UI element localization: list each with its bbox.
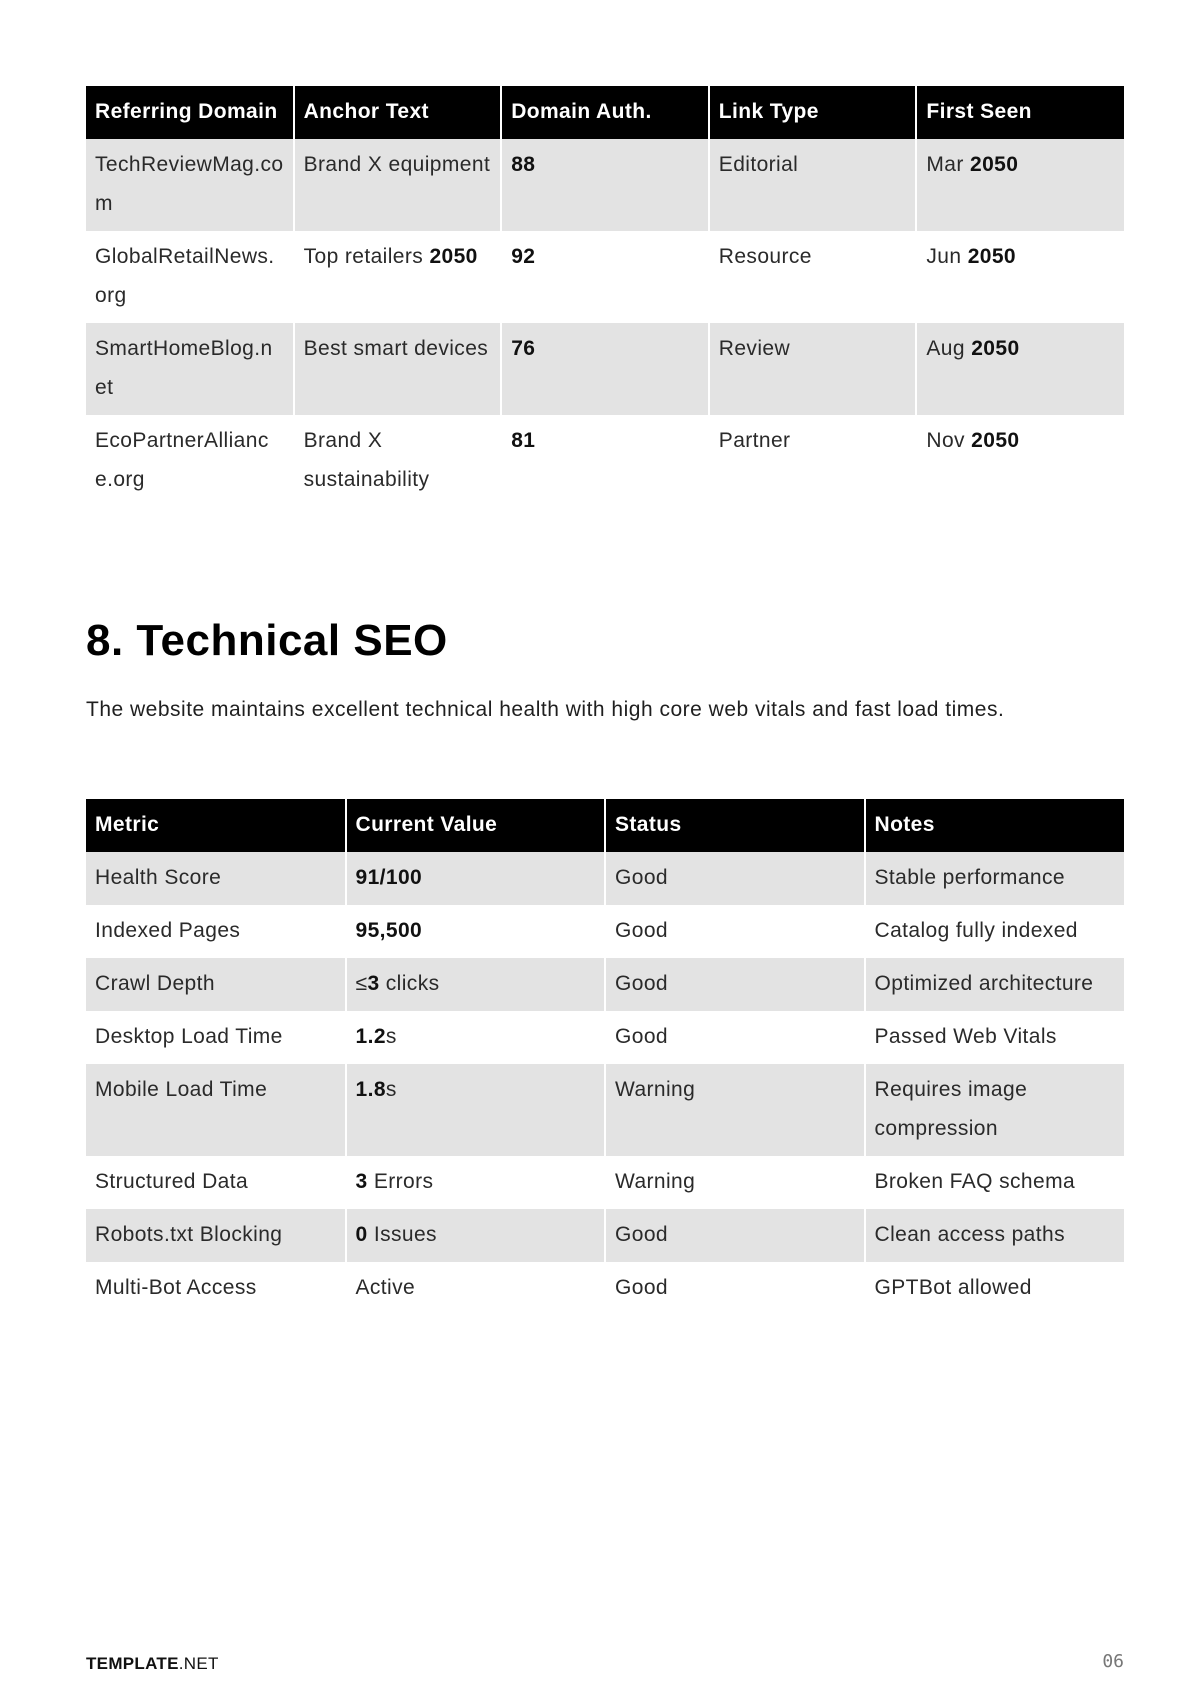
table-row: [86, 1262, 1124, 1315]
referring-domain-cell: EcoPartnerAlliance.org: [86, 415, 294, 507]
header-link-type: Link Type: [709, 86, 917, 139]
value-suffix: s: [385, 1025, 397, 1048]
status-cell: Good: [605, 1011, 865, 1064]
value-bold: 3: [367, 972, 380, 995]
value-bold: 1.8: [355, 1078, 386, 1101]
first-seen-cell: [916, 231, 1124, 323]
header-current-value: Current Value: [346, 799, 606, 852]
anchor-text-bold: 2050: [429, 245, 478, 268]
header-status: Status: [605, 799, 865, 852]
value-cell: [346, 1064, 606, 1156]
table-row: [86, 231, 1124, 323]
first-seen-month: Mar: [926, 153, 964, 176]
table-row: [86, 1156, 1124, 1209]
value-suffix: Errors: [367, 1170, 434, 1193]
value-suffix: clicks: [379, 972, 440, 995]
first-seen-cell: [916, 139, 1124, 231]
status-cell: Warning: [605, 1156, 865, 1209]
notes-cell: Stable performance: [865, 852, 1125, 905]
section-title: 8. Technical SEO: [86, 616, 448, 665]
status-cell: Warning: [605, 1064, 865, 1156]
value-prefix: ≤: [355, 972, 368, 995]
metric-cell: Health Score: [86, 852, 346, 905]
first-seen-month: Nov: [926, 429, 965, 452]
table-row: [86, 1064, 1124, 1156]
table-row: [86, 1011, 1124, 1064]
value-suffix: s: [385, 1078, 397, 1101]
tech-header-row: [86, 799, 1124, 852]
first-seen-year: 2050: [967, 245, 1017, 268]
table-row: [86, 323, 1124, 415]
link-type-cell: Editorial: [709, 139, 917, 231]
link-type-cell: Resource: [709, 231, 917, 323]
domain-auth-value: 76: [511, 337, 536, 360]
value-cell: [346, 852, 606, 905]
domain-auth-value: 88: [511, 153, 536, 176]
anchor-text: Best smart devices: [303, 337, 489, 360]
section-description: The website maintains excellent technical health with high core web vitals and fast load times.: [86, 698, 1005, 721]
value-prefix: Active: [355, 1276, 416, 1299]
link-type-cell: Review: [709, 323, 917, 415]
anchor-text-cell: [294, 231, 502, 323]
value-bold: 1.2: [355, 1025, 386, 1048]
first-seen-year: 2050: [971, 429, 1020, 452]
notes-cell: GPTBot allowed: [865, 1262, 1125, 1315]
table-row: [86, 852, 1124, 905]
brand-name-bold: TEMPLATE: [86, 1654, 179, 1673]
referring-domain-cell: GlobalRetailNews.org: [86, 231, 294, 323]
value-cell: [346, 1262, 606, 1315]
metric-cell: Indexed Pages: [86, 905, 346, 958]
first-seen-cell: [916, 323, 1124, 415]
table-row: [86, 1209, 1124, 1262]
table-row: [86, 415, 1124, 507]
page-number: 06: [1102, 1651, 1124, 1672]
anchor-text: Brand X equipment: [303, 153, 491, 176]
domain-auth-value: 92: [511, 245, 536, 268]
first-seen-month: Jun: [926, 245, 962, 268]
anchor-text-cell: [294, 415, 502, 507]
domain-auth-cell: [501, 415, 709, 507]
value-bold: 3: [355, 1170, 368, 1193]
domain-auth-value: 81: [511, 429, 536, 452]
domain-auth-cell: [501, 323, 709, 415]
link-type-cell: Partner: [709, 415, 917, 507]
metric-cell: Mobile Load Time: [86, 1064, 346, 1156]
header-metric: Metric: [86, 799, 346, 852]
metric-cell: Desktop Load Time: [86, 1011, 346, 1064]
anchor-text-cell: [294, 323, 502, 415]
table-row: [86, 905, 1124, 958]
table-row: [86, 958, 1124, 1011]
value-cell: [346, 958, 606, 1011]
referring-domain-cell: SmartHomeBlog.net: [86, 323, 294, 415]
technical-seo-table: [86, 799, 1124, 1315]
notes-cell: Catalog fully indexed: [865, 905, 1125, 958]
header-notes: Notes: [865, 799, 1125, 852]
anchor-text-cell: [294, 139, 502, 231]
metric-cell: Robots.txt Blocking: [86, 1209, 346, 1262]
value-cell: [346, 905, 606, 958]
status-cell: Good: [605, 905, 865, 958]
domain-auth-cell: [501, 139, 709, 231]
first-seen-year: 2050: [970, 153, 1019, 176]
value-bold: 0: [355, 1223, 368, 1246]
metric-cell: Crawl Depth: [86, 958, 346, 1011]
table-row: [86, 139, 1124, 231]
page-content: [86, 86, 1124, 1315]
metric-cell: Multi-Bot Access: [86, 1262, 346, 1315]
first-seen-month: Aug: [926, 337, 965, 360]
domain-auth-cell: [501, 231, 709, 323]
status-cell: Good: [605, 1209, 865, 1262]
first-seen-cell: [916, 415, 1124, 507]
notes-cell: Passed Web Vitals: [865, 1011, 1125, 1064]
notes-cell: Optimized architecture: [865, 958, 1125, 1011]
header-anchor-text: Anchor Text: [294, 86, 502, 139]
value-suffix: Issues: [367, 1223, 437, 1246]
value-cell: [346, 1156, 606, 1209]
notes-cell: Broken FAQ schema: [865, 1156, 1125, 1209]
backlinks-header-row: [86, 86, 1124, 139]
first-seen-year: 2050: [971, 337, 1020, 360]
status-cell: Good: [605, 1262, 865, 1315]
footer-brand-logo: [86, 1654, 219, 1674]
value-bold: 95,500: [355, 919, 423, 942]
referring-domain-cell: TechReviewMag.com: [86, 139, 294, 231]
status-cell: Good: [605, 852, 865, 905]
value-cell: [346, 1209, 606, 1262]
value-cell: [346, 1011, 606, 1064]
notes-cell: Requires image compression: [865, 1064, 1125, 1156]
metric-cell: Structured Data: [86, 1156, 346, 1209]
backlinks-table: [86, 86, 1124, 507]
notes-cell: Clean access paths: [865, 1209, 1125, 1262]
header-domain-auth: Domain Auth.: [501, 86, 709, 139]
value-bold: 91/100: [355, 866, 423, 889]
status-cell: Good: [605, 958, 865, 1011]
anchor-text: Top retailers: [303, 245, 424, 268]
brand-name-suffix: .NET: [178, 1654, 219, 1673]
header-first-seen: First Seen: [916, 86, 1124, 139]
header-referring-domain: Referring Domain: [86, 86, 294, 139]
anchor-text: Brand X sustainability: [303, 429, 430, 491]
